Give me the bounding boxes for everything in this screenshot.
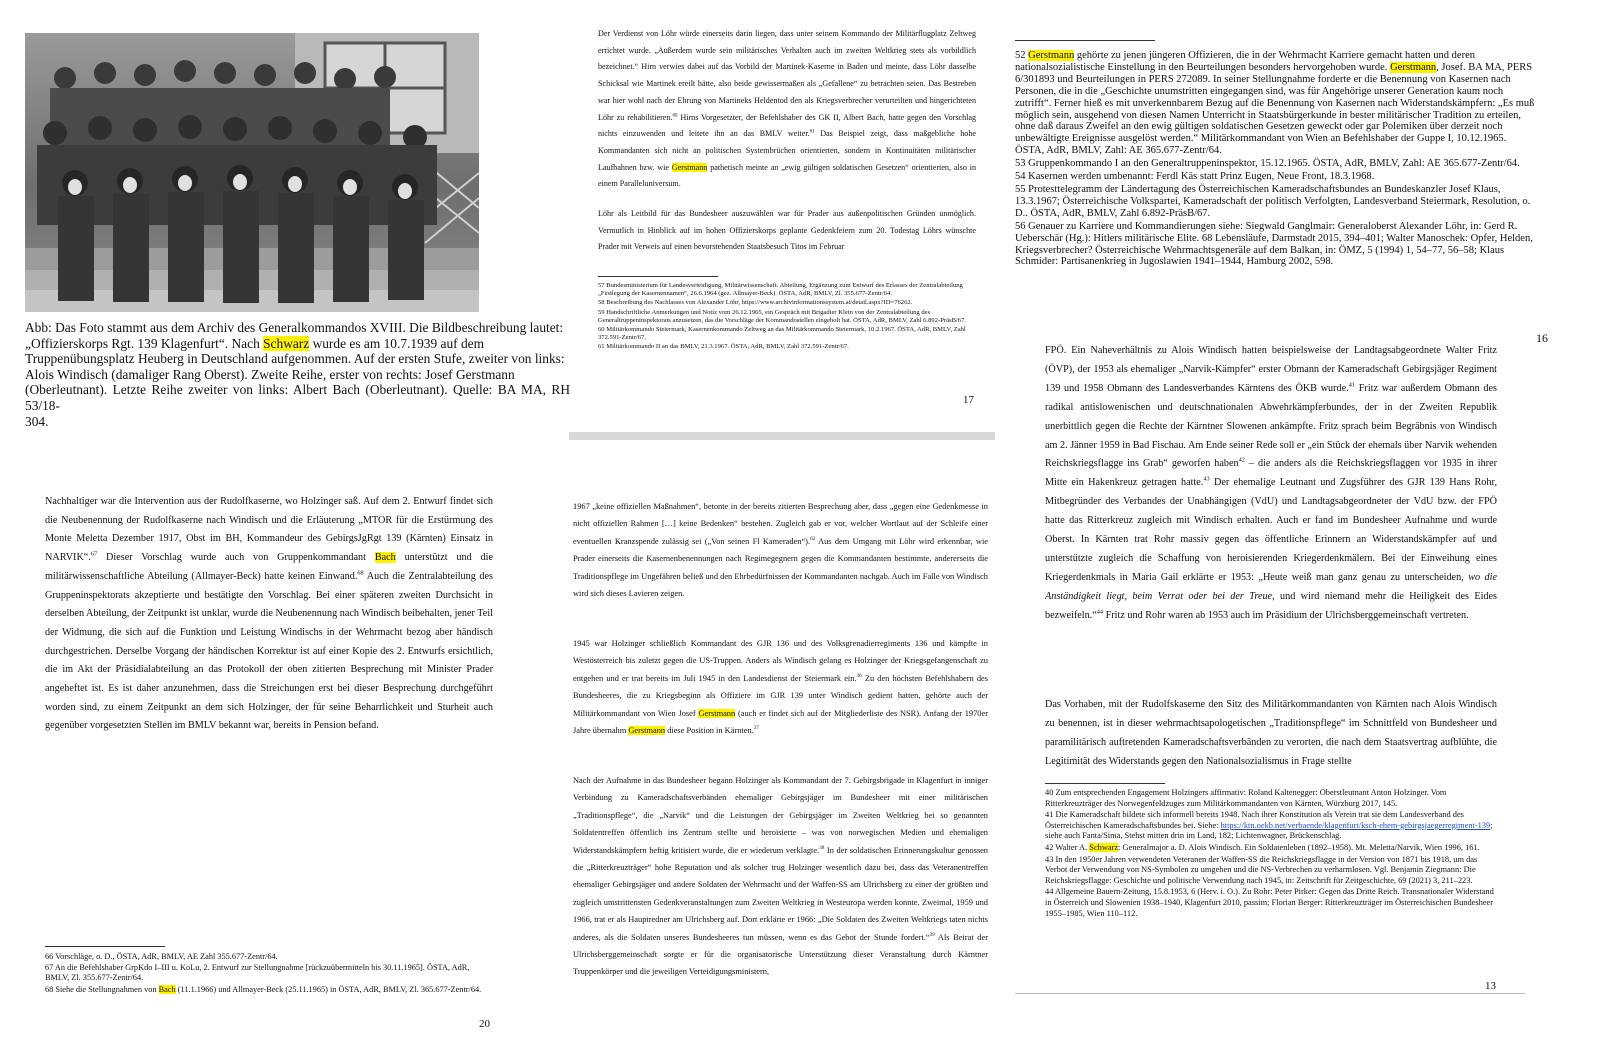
paragraph: Löhr als Leitbild für das Bundesheer auszuwählen war für Prader aus außenpolitischen Gründen unmöglich. Vermutlich in Hinblick auf im hohen Offizierskorps geplante Gedenkfeiern zum 20. Todestag Löhrs wünschte Prader mit Verweis auf einen bevorstehenden Staatsbesuch Titos im Februar: [598, 209, 976, 252]
highlighted-term: Gerstmann: [698, 708, 736, 718]
footnote-ref: 37: [753, 725, 759, 732]
page-13-footnotes: [1045, 788, 1497, 920]
footnote-ref: 67: [90, 550, 98, 558]
footnote-ref: 38: [819, 844, 825, 851]
footnote: 41 Die Kameradschaft bildete sich informell bereits 1948. Nach ihrer Konstitution als Verein trat sie dem Landesverband des Österreichischen Kameradschaftsbundes bei. Siehe: https://ktn.oekb.net/verbaende/klagenfurt/ksch-ehem-gebirgsjaegerregiment-139; siehe auch Fanta/Sima, Stehst mitten drin im Land, 182; Lichtenwagner, Brückenschlag.: [1045, 810, 1493, 841]
footnote: 60 Militärkommando Steiermark, Kasernenkommando Zeltweg an das Militärkommando Steiermark, 10.2.1967. ÖSTA, AdR, BMLV, Zahl 372.591-Zentr/67.: [598, 326, 966, 342]
page-20-footnotes: [45, 952, 493, 996]
footnote: 66 Vorschläge, o. D., ÖSTA, AdR, BMLV, AE Zahl 355.677-Zentr/64.: [45, 952, 278, 961]
highlighted-term: Bach: [158, 984, 176, 994]
horizontal-scrollbar[interactable]: [569, 432, 995, 440]
footnote-ref: 42: [1238, 457, 1245, 465]
footnote-ref: 44: [1096, 608, 1104, 616]
footnote: 52 Gerstmann gehörte zu jenen jüngeren Offizieren, die in der Wehrmacht Karriere gemacht hatten und deren nationalsozialistische Einstellung in den Beurteilungen besonders hervorgehoben wurde. Gerstmann, Josef. BA MA, PERS 6/301893 und Beurteilungen in PERS 272089. In seiner Stellungnahme forderte er die Benennung von Kasernen nach Personen, die in die „Geschichte unumstritten eingegangen sind, was für Angehörige unserer Generation kaum noch zutrifft“. Ferner hieß es mit unverkennbarem Bezug auf die Benennung von Kasernen nach Widerstandskämpfern: „Es muß möglich sein, ausgehend von diesen Namen Unterricht in Staatsbürgerkunde in bester militärischer Tradition zu erteilen, ohne daß daraus Zweifel an den ewig gültigen soldatischen Gesetzen geweckt oder gar Polemiken über derzeit noch unbewältigte Ereignisse ausgelöst werden.“ Militärkommandant von Wien an Befehlshaber der Guppe I, 10.12.1965. ÖSTA, AdR, BMLV, Zahl: AE 365.677-Zentr/64.: [1015, 50, 1535, 157]
caption-line: Alois Windisch (damaliger Rang Oberst). Zweite Reihe, erster von rechts: Josef Gerstmann: [25, 366, 515, 382]
footnote-ref: 39: [929, 931, 935, 938]
footnote: 44 Allgemeine Bauern-Zeitung, 15.8.1953, 6 (Herv. i. O.). Zu Rohr: Peter Pirker: Gegen das Dritte Reich. Transnationaler Widerstand in Österreich und Slowenien 1938–1940, Klagenfurt 2010, passim; Florian Berger: Ritterkreuzträger im Österreichischen Bundesheer 1955–1985, Wien 110–112.: [1045, 887, 1494, 918]
caption-line: (Oberleutnant). Letzte Reihe zweiter von links: Albert Bach (Oberleutnant). Quelle: BA MA, RH 53/18-: [25, 382, 570, 413]
middle-paragraph-2: 1945 war Holzinger schließlich Kommandant des GJR 136 und des Volksgrenadierregiments 136 und kämpfte in Westösterreich bis zuletzt gegen die US-Truppen. Anders als Windisch gelang es Holzinger der Kriegsgefangenschaft zu entgehen und er trat bereits im Juli 1945 in den Landesdienst der Steiermark ein.$^{36}$ Zu den höchsten Befehlshabern des Bundesheeres, die zu Kriegsbeginn als Offiziere im GJR 139 unter Windisch gedient hatten, gehörte auch der Militärkommandant von Wien Josef Gerstmann (auch er findet sich auf der Mitgliederliste des NSR). Anfang der 1970er Jahre übernahm Gerstmann diese Position in Kärnten.$^{37}$: [573, 635, 988, 739]
caption-line: „Offizierskorps Rgt. 139 Klagenfurt“. Nach: [25, 335, 264, 351]
footnote-ref: 43: [1203, 475, 1210, 483]
footnote: 42 Walter A. Schwarz: Generalmajor a. D. Alois Windisch. Ein Soldatenleben (1892–1958). Mt. Meletta/Narvik, Wien 1996, 161.: [1045, 842, 1480, 852]
page-20-body: [45, 493, 493, 736]
footnote: 68 Siehe die Stellungnahmen von Bach (11.1.1966) und Allmayer-Beck (25.11.1965) in ÖSTA, AdR, BMLV, Zl. 365.677-Zentr/64.: [45, 984, 482, 994]
archive-link[interactable]: https://ktn.oekb.net/verbaende/klagenfurt/ksch-ehem-gebirgsjaegerregiment-139: [1220, 820, 1491, 830]
highlighted-term: Gerstmann: [1390, 61, 1437, 73]
page-number: 16: [1536, 331, 1548, 345]
footnote: 61 Militärkommando II an das BMLV, 21.3.1967. ÖSTA, AdR, BMLV, Zahl 372.591-Zentr/67.: [598, 343, 849, 351]
highlighted-term: Gerstmann: [628, 726, 666, 736]
highlighted-term: Schwarz: [1089, 842, 1119, 852]
page-number: 17: [963, 394, 974, 406]
footnote: 55 Protesttelegramm der Ländertagung des Österreichischen Kameradschaftsbundes an Bundeskanzler Josef Klaus, 13.3.1967; Österreichische Volkspartei, Kameradschaft der politisch Verfolgten, Landesverband Steiermark, Resolution, o. D.. ÖSTA, AdR, BMLV, Zahl 6.892-PräsB/67.: [1015, 183, 1531, 219]
footnote: 43 In den 1950er Jahren verwendeten Veteranen der Waffen-SS die Reichskriegsflagge in der Version von 1871 bis 1918, um das Verbot der Verwendung von NS-Symbolen zu umgehen und die NS-Verbrechen zu verharmlosen. Vgl. Benjamin Ziegmann: Die Reichskriegsflagge: Geschichte und politische Verwendung nach 1945, in: Zeitschrift für Zeitgeschichte, 69 (2021) 3, 211–223.: [1045, 854, 1478, 885]
middle-paragraph-1: 1967 „keine offiziellen Maßnahmen“, betonte in der bereits zitierten Besprechung aber, dass „gegen eine Gedenkmesse in nicht offiziellen Rahmen […] keine Bedenken“ bestehen. Zugleich gab er vor, welcher Wortlaut auf der Schleife einer eventuellen Kranzspende zulässig sei („Von seinen Fl Kameraden“).$^{62}$ Aus dem Umgang mit Löhr wird erkennbar, wie Prader einerseits die Kasernenbenennungen nach Regimegegnern gegen die Kommandanten bestimmte, andererseits die Traditionspflege im Ungefähren beließ und den Ehrbedürfnissen der Kommandanten nachgab. Auch im Falle von Windisch wird sich dieses Lavieren zeigen.: [573, 498, 988, 602]
footnote-ref: 41: [1348, 381, 1356, 389]
footnote-rule: [598, 276, 718, 277]
footnote-ref: 61: [809, 129, 815, 135]
caption-line: Abb: Das Foto stammt aus dem Archiv des Generalkommandos XVIII. Die Bildbeschreibung lautet:: [25, 320, 564, 335]
footnote-ref: 68: [357, 569, 364, 577]
highlighted-term: Gerstmann: [671, 162, 708, 172]
highlighted-term: Bach: [374, 552, 396, 564]
page-13-paragraph-2: Das Vorhaben, mit der Rudolfskaserne den Sitz des Militärkommandanten von Kärnten nach Alois Windisch zu benennen, ist in dieser wehrmachtsapologetischen „Traditionspflege“ im Schnittfeld von Bundesheer und paramilitärisch auftretenden Kameradschaftsverbänden zu verorten, die nach dem Staatsvertrag aufblühte, die Legitimität des Widerstands gegen den Nationalsozialismus in Frage stellte: [1045, 696, 1497, 772]
page-17-body: [598, 26, 976, 256]
paragraph: Der Verdienst von Löhr würde einerseits darin liegen, dass unter seinem Kommando der Militärflugplatz Zeltweg errichtet wurde. „Außerdem wurde sein militärisches Verhalten auch im zweiten Weltkrieg stets als vorbildlich bezeichnet.“ Hirn verwies dabei auf das Vorbild der Martinek-Kaserne in Baden und meinte, dass Löhr dasselbe Schicksal wie Martinek ereilt hätte, also beide gewissermaßen als „Gefallene“ zu betrachten seien. Das Bestreben war hier wohl nach der Ehrung von Martineks Heldentod den als Kriegsverbrecher verurteilten und hingerichteten Löhr zu rehabilitieren.$^{60}$ Hirns Vorgesetzter, der Befehlshaber des GK II, Albert Bach, hatte gegen den Vorschlag nichts einzuwenden und leitete ihn an das BMLV weiter.$^{61}$ Das Beispiel zeigt, dass maßgebliche hohe Kommandanten sich nicht an politischen Systembrüchen orientierten, sondern in Kontinuitäten militärischer Laufbahnen bzw. wie Gerstmann pathetisch meinte an „ewig gültigen soldatischen Gesetzen“ orientierten, also in einem Paralleluniversum.: [598, 29, 976, 189]
historical-group-photo: [25, 33, 479, 312]
caption-line: Truppenübungsplatz Heuberg in Deutschland aufgenommen. Auf der ersten Stufe, zweiter von links:: [25, 351, 565, 367]
footnote: 53 Gruppenkommando I an den Generaltruppeninspektor, 15.12.1965. ÖSTA, AdR, BMLV, Zahl: AE 365.677-Zentr/64.: [1015, 158, 1520, 170]
page-16-footnotes: [1015, 50, 1535, 269]
highlighted-term: Gerstmann: [1028, 50, 1075, 61]
highlighted-term: Schwarz: [263, 335, 310, 351]
page-17-footnotes: [598, 282, 976, 353]
footnote: 57 Bundesministerium für Landesverteidigung, Militärwissenschaft. Abteilung, Ergänzung zum Entwurf des Erlasses der Zentralabteilung „Festlegung der Kasernennamen“, 26.6.1964 (gez. Allmayer-Beck). ÖSTA, AdR, BMLV, Zl. 355.677-Zentr/64.: [598, 282, 963, 298]
page-number: 20: [479, 1018, 490, 1030]
footnote-ref: 62: [810, 536, 816, 543]
footnote: 40 Zum entsprechenden Engagement Holzingers affirmativ: Roland Kaltenegger: Oberstleutnant Anton Holzinger. Vom Ritterkreuzträger des Norwegenfeldzuges zum Militärkommandanten von Kärnten, Würzburg 2017, 145.: [1045, 788, 1447, 808]
page-13-paragraph-1: FPÖ. Ein Naheverhältnis zu Alois Windisch hatten beispielsweise der Landtagsabgeordnete Walter Fritz (ÖVP), der 1953 als ehemaliger „Narvik-Kämpfer“ erster Obmann der Kameradschaft Gebirgsjäger Regiment 139 und 1958 Obmann des Landesverbandes Kärntens des ÖKB wurde.$^{41}$ Fritz war außerdem Obmann des radikal antislowenischen und deutschnationalen Abwehrkämpferbundes, der in der Zweiten Republik unerbittlich gegen die Rechte der Kärntner Slowenen ankämpfte. Fritz sprach beim Begräbnis von Windisch am 2. Jänner 1959 in Bad Fischau. Am Ende seiner Rede soll er „ein Stück der ehemals über Narvik wehenden Reichskriegsflagge ins Grab“ geworfen haben$^{42}$ – die anders als die Reichskriegsflaggen vor 1935 in ihrer Mitte ein Hakenkreuz getragen hatte.$^{43}$ Der ehemalige Leutnant und Zugsführer des GJR 139 Hans Rohr, Mitbegründer des Verbandes der Unabhängigen (VdU) und Landtagsabgeordneter der VdU bzw. der FPÖ hatte das Ritterkreuz zugleich mit Windisch erhalten. Auch er fand im Bundesheer Aufnahme und wurde Oberst. In Kärnten trat Rohr massiv gegen das öffentliche Erinnern an Widerstandskämpfer auf und unterstützte zugleich die Schaffung von heroisierenden Kriegerdenkmälern. Bei der Einweihung eines Kriegerdenkmals in Maria Gail erklärte er 1953: „Heute weiß man ganz genau zu unterscheiden, wo die Anständigkeit liegt, beim Verrat oder bei der Treue, und wird niemand mehr die Heiligkeit des Eides bezweifeln.“$^{44}$ Fritz und Rohr waren ab 1953 auch im Präsidium der Ulrichsberggemeinschaft vertreten.: [1045, 342, 1497, 626]
footnote: 59 Handschriftliche Anmerkungen und Notiz vom 26.12.1965, ein Gespräch mit Brigadier Klein von der Zentralabteilung des Generaltruppeninspektorats anzusetzen, das die Vorschläge der Kommandostellen eingeholt hat. ÖSTA, AdR, BMLV, Zahl 6.892-PräsB/67.: [598, 308, 967, 324]
footnote-rule: [1015, 40, 1155, 41]
caption-line: 304.: [25, 413, 49, 429]
footnote: 58 Beschreibung des Nachlasses von Alexander Löhr, https://www.archivinformationssystem.at/detail.aspx?ID=76262.: [598, 299, 913, 307]
footnote-ref: 60: [672, 112, 678, 118]
middle-paragraph-3: Nach der Aufnahme in das Bundesheer begann Holzinger als Kommandant der 7. Gebirgsbrigade in Klagenfurt in inniger Verbindung zu Kameradschaftsverbänden ehemaliger Gebirgsjäger im Bundesheer mit einer militärischen „Traditionspflege“, die „Narvik“ und die Leistungen der Gebirgsjäger im Zweiten Weltkrieg bei so genannten Soldatentreffen öffentlich ins Zentrum stellte und heroisierte – was von norwegischen Medien und ehemaligen Widerstandskämpfern heftig kritisiert wurde, die er wiederum verklagte.$^{38}$ In der soldatischen Erinnerungskultur genossen die „Ritterkreuzträger“ hohe Reputation und als solcher trug Holzinger wesentlich dazu bei, dass das Veteranentreffen ehemaliger Gebirgsjäger und andere Soldaten der Wehrmacht und der Waffen-SS am Ulrichsberg zu einer der größten und zugleich umstrittensten Gedenkveranstaltungen zum Zweiten Weltkrieg in Westeuropa werden konnte. Zweimal, 1959 und 1966, trat er als Hauptredner am Ulrichsberg auf. Dort erklärte er 1966: „Die Soldaten des Zweiten Weltkriegs taten nichts anderes, als die Soldaten unseres Bundesheeres tun müssen, wenn es das Gebot der Stunde fordert.“$^{39}$ Als Beirat der Ulrichsberggemeinschaft sorgte er für die organisatorische Unterstützung dieser Veranstaltung durch Kärntner Truppenkörper und die jeweiligen Verteidigungsministern,: [573, 772, 988, 981]
caption-line: wurde es am 10.7.1939 auf dem: [309, 335, 484, 351]
footnote-rule: [45, 946, 165, 947]
photo-caption: [25, 320, 570, 429]
page-divider: [1015, 993, 1525, 994]
paragraph: Nachhaltiger war die Intervention aus der Rudolfkaserne, wo Holzinger saß. Auf dem 2. Entwurf findet sich die Neubenennung der Rudolfkaserne nach Windisch und die Erläuterung „MTOR für die Erstürmung des Monte Meletta Dezember 1917, Obst im BH, Kommandeur des GebirgsJgRgt 139 (Kärnten) Einsatz in NARVIK“.$^{67}$ Dieser Vorschlag wurde auch von Gruppenkommandant Bach unterstützt und die militärwissenschaftliche Abteilung (Allmayer-Beck) hatte keinen Einwand.$^{68}$ Auch die Zentralabteilung des Gruppeninspektorats akzeptierte und bestätigte den Vorschlag. Bei einer späteren zweiten Durchsicht in derselben Abteilung, der Zeitpunkt ist unklar, wurde die Neubenennung nach Windisch beibehalten, jener Teil der Widmung, die sich auf die Funktion und Leistung Windischs in der Wehrmacht bezog aber händisch durchgestrichen. Derselbe Vorgang der händischen Korrektur ist auf einer Kopie des 2. Entwurfs ersichtlich, die im Akt der Präsidialabteilung an das Protokoll der oben zitierten Besprechung mit Minister Prader angeheftet ist. Es ist daher anzunehmen, dass die Streichungen erst bei dieser Besprechung durchgeführt worden sind, zu einem Zeitpunkt an dem sich Holzinger, der für seine Beharrlichkeit und Sturheit auch gegenüber vorgesetzten Stellen im BMLV bekannt war, bereits in Pension befand.: [45, 496, 493, 732]
footnote-ref: 36: [856, 673, 862, 680]
page-number: 13: [1485, 980, 1496, 992]
footnote: 54 Kasernen werden umbenannt: Ferdl Käs statt Prinz Eugen, Neue Front, 18.3.1968.: [1015, 171, 1375, 183]
footnote: 56 Genauer zu Karriere und Kommandierungen siehe: Siegwald Ganglmair: Generaloberst Alexander Löhr, in: Gerd R. Ueberschär (Hg.): Hitlers militärische Elite. 68 Lebensläufe, Darmstadt 2015, 394–401; Walter Manoschek: Opfer, Helden, Kriegsverbrecher? Österreichische Wehrmachtsgeneräle auf dem Balkan, in: ÖMZ, 5 (1994) 1, 54–77, 56–58; Klaus Schmider: Partisanenkrieg in Jugoslawien 1941–1944, Hamburg 2002, 598.: [1015, 220, 1533, 268]
footnote-rule: [1045, 783, 1165, 784]
footnote: 67 An die Befehlshaber GrpKdo I–III u. KoLu, 2. Entwurf zur Stellungnahme [rückzuübermitteln bis 30.11.1965]. ÖSTA, AdR, BMLV, Zl. 355.677-Zentr/64.: [45, 963, 470, 983]
